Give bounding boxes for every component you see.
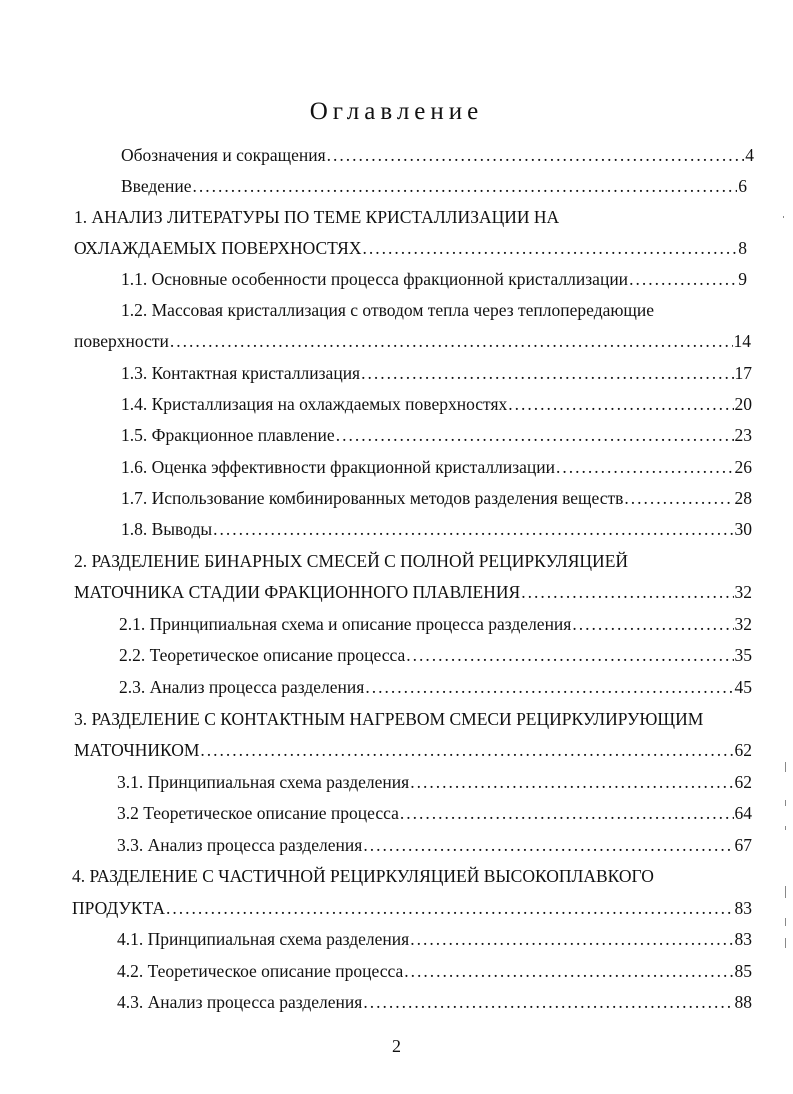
scan-edge-marks [781, 0, 793, 1094]
toc-leader-dots [572, 609, 733, 640]
toc-leader-dots [362, 233, 737, 264]
toc-entry-page: 64 [734, 803, 752, 823]
toc-leader-dots [166, 893, 733, 924]
toc-entry-first-line: 1.2. Массовая кристаллизация с отводом тепла через теплопередающие [121, 300, 655, 320]
toc-entry [0, 514, 752, 545]
toc-entry-label: поверхности [74, 331, 169, 351]
page-number: 2 [392, 1036, 401, 1056]
toc-entry [0, 735, 752, 766]
toc-entry-label: 3.3. Анализ процесса разделения [117, 835, 363, 855]
toc-entry [0, 483, 752, 514]
toc-entry-page: 88 [734, 992, 752, 1012]
toc-entry-label: 2.3. Анализ процесса разделения [119, 677, 365, 697]
toc-entry-page: 14 [733, 331, 751, 351]
toc-entry-label: 1.4. Кристаллизация на охлаждаемых поверхностях [121, 394, 508, 414]
toc-leader-dots [213, 514, 733, 545]
toc-entry-page: 4 [745, 145, 754, 165]
toc-leader-dots [521, 577, 733, 608]
toc-entry [0, 640, 752, 671]
toc-entry-page: 9 [738, 269, 747, 289]
toc-leader-dots [404, 956, 733, 987]
toc-entry-label: 1.7. Использование комбинированных методов разделения веществ [121, 488, 624, 508]
toc-leader-dots [406, 640, 733, 671]
toc-leader-dots [400, 798, 734, 829]
toc-entry-page: 32 [734, 582, 752, 602]
toc-entry [0, 264, 747, 295]
toc-entry [0, 609, 752, 640]
toc-entry [0, 987, 752, 1018]
toc-entry-label: 1.1. Основные особенности процесса фракционной кристаллизации [121, 269, 629, 289]
toc-entry-label: ОХЛАЖДАЕМЫХ ПОВЕРХНОСТЯХ [74, 238, 362, 258]
toc-leader-dots [410, 767, 733, 798]
toc-entry [0, 893, 752, 924]
toc-entry-label: 4.1. Принципиальная схема разделения [117, 929, 410, 949]
toc-entry-page: 35 [734, 645, 752, 665]
toc-entry [0, 140, 754, 171]
toc-leader-dots [361, 358, 733, 389]
page-title: Оглавление [309, 98, 484, 125]
toc-entry-label: 1.6. Оценка эффективности фракционной кристаллизации [121, 457, 555, 477]
toc-entry-page: 62 [734, 740, 752, 760]
toc-leader-dots [336, 420, 734, 451]
toc-entry-page: 30 [734, 519, 752, 539]
toc-entry [0, 326, 751, 357]
toc-entry-label: 2.1. Принципиальная схема и описание процесса разделения [119, 614, 572, 634]
toc-leader-dots [629, 264, 737, 295]
toc-entry-page: 28 [734, 488, 752, 508]
toc-entry-page: 45 [734, 677, 752, 697]
toc-entry [0, 672, 752, 703]
toc-leader-dots [170, 326, 733, 357]
toc-entry [0, 767, 752, 798]
toc-leader-dots [363, 830, 733, 861]
toc-entry-page: 26 [734, 457, 752, 477]
toc-entry-label: 4.3. Анализ процесса разделения [117, 992, 363, 1012]
toc-entry-label: МАТОЧНИКОМ [74, 740, 200, 760]
toc-entry-label: 3.1. Принципиальная схема разделения [117, 772, 410, 792]
toc-entry [0, 358, 752, 389]
toc-leader-dots [556, 452, 734, 483]
toc-entry-page: 23 [734, 425, 752, 445]
toc-entry-label: 1.5. Фракционное плавление [121, 425, 335, 445]
toc-leader-dots [327, 140, 745, 171]
toc-entry-page: 83 [734, 898, 752, 918]
toc-entry-page: 8 [738, 238, 747, 258]
toc-entry [0, 924, 752, 955]
toc-chapter-heading: 4. РАЗДЕЛЕНИЕ С ЧАСТИЧНОЙ РЕЦИРКУЛЯЦИЕЙ ВЫСОКОПЛАВКОГО [72, 866, 654, 886]
toc-entry-page: 85 [734, 961, 752, 981]
toc-entry-page: 6 [738, 176, 747, 196]
toc-leader-dots [200, 735, 733, 766]
toc-entry-page: 32 [734, 614, 752, 634]
toc-entry-page: 67 [734, 835, 752, 855]
toc-entry-page: 62 [734, 772, 752, 792]
toc-entry-page: 17 [734, 363, 752, 383]
toc-entry-page: 20 [734, 394, 752, 414]
toc-entry [0, 389, 752, 420]
toc-entry-page: 83 [734, 929, 752, 949]
toc-entry [0, 830, 752, 861]
toc-entry [0, 798, 752, 829]
toc-entry-label: Введение [121, 176, 192, 196]
toc-entry-label: 3.2 Теоретическое описание процесса [117, 803, 399, 823]
toc-entry-label: Обозначения и сокращения [121, 145, 326, 165]
toc-entry [0, 171, 747, 202]
toc-leader-dots [193, 171, 738, 202]
toc-entry [0, 577, 752, 608]
toc-entry [0, 452, 752, 483]
toc-entry [0, 233, 747, 264]
toc-leader-dots [508, 389, 733, 420]
toc-entry [0, 420, 752, 451]
toc-entry-label: МАТОЧНИКА СТАДИИ ФРАКЦИОННОГО ПЛАВЛЕНИЯ [74, 582, 521, 602]
toc-chapter-heading: 2. РАЗДЕЛЕНИЕ БИНАРНЫХ СМЕСЕЙ С ПОЛНОЙ РЕЦИРКУЛЯЦИЕЙ [74, 551, 629, 571]
toc-entry-label: 1.3. Контактная кристаллизация [121, 363, 361, 383]
toc-leader-dots [363, 987, 733, 1018]
toc-leader-dots [410, 924, 733, 955]
toc-entry-label: ПРОДУКТА [72, 898, 166, 918]
toc-entry-label: 2.2. Теоретическое описание процесса [119, 645, 406, 665]
toc-leader-dots [365, 672, 733, 703]
toc-chapter-heading: 1. АНАЛИЗ ЛИТЕРАТУРЫ ПО ТЕМЕ КРИСТАЛЛИЗАЦИИ НА [74, 207, 560, 227]
toc-entry-label: 4.2. Теоретическое описание процесса [117, 961, 404, 981]
toc-entry [0, 956, 752, 987]
toc-chapter-heading: 3. РАЗДЕЛЕНИЕ С КОНТАКТНЫМ НАГРЕВОМ СМЕСИ РЕЦИРКУЛИРУЮЩИМ [74, 709, 704, 729]
toc-leader-dots [624, 483, 733, 514]
toc-entry-label: 1.8. Выводы [121, 519, 213, 539]
